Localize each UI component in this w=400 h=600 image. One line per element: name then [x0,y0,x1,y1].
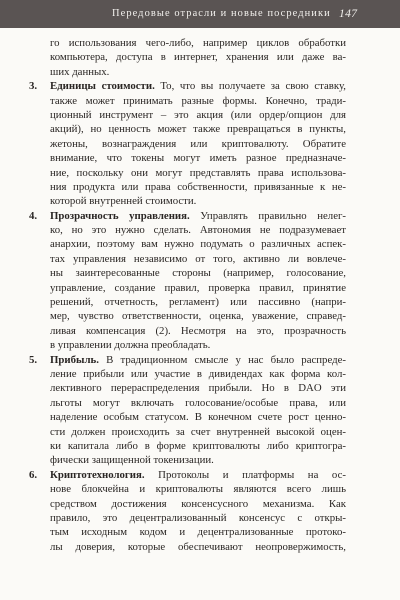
list-item-number: 4. [29,209,38,222]
list-item-5-first-line: 5. Прибыль. В традиционном смысле у нас было распреде- [29,353,346,366]
text-line: сти должен происходить за счет внутренней высокой оцен- [50,425,346,438]
text-line: решений, отчетность, регламент) или пассивно (напри- [50,296,346,309]
text-line: ливая компенсация (2). Несмотря на это, прозрачность [50,324,346,337]
text-line: лы доверия, которые обеспечивают неопровержимость, [50,540,346,553]
page-number: 147 [339,8,358,20]
text-line: ших данных. [50,65,110,78]
text-line: льготы могут включать голосование/особые права, или [50,396,346,409]
text-line: анархии, поэтому вам нужно подумать о различных аспек- [50,238,346,251]
text-line: ко, но это нужно сделать. Автономия не подразумевает [50,224,346,237]
text-line: жетоны, вознаграждения или криптовалюту. Обратите [50,137,346,150]
text-line: мер, чувство ответственности, оценка, уважение, справед- [50,310,346,323]
text-line: лективного перераспределения прибыли. Но в DAO эти [50,382,346,395]
text-line: наделение особым статусом. В конечном счете рост ценно- [50,411,346,424]
running-title: Передовые отрасли и новые посредники [112,8,331,19]
list-item-title: Единицы стоимости. [50,80,155,93]
list-item-4-first-line: 4. Прозрачность управления. Управлять правильно нелег- [29,209,347,222]
text-line: ционный инструмент – это акция (или ордер/опцион для [50,108,346,121]
list-item-number: 6. [29,468,38,481]
text-line: которой внутренней стоимости. [50,195,197,208]
list-item-title: Прозрачность управления. [50,209,190,222]
text-line: тах управления независимо от того, активно ли вовлече- [50,252,346,265]
text-line: также может принимать разные формы. Конечно, тради- [50,94,346,107]
text-line: тым исходным кодом и децентрализованные протоко- [50,526,346,539]
text-line: ние, поскольку они могут представлять права использова- [50,166,346,179]
text-line: правило, это децентрализованный консенсус с откры- [50,511,346,524]
text-line: ление прибыли или участие в дивидендах как форма кол- [50,367,346,380]
text-line: ки капитала либо в форме криптовалюты либо криптогра- [50,439,346,452]
text-line: ния продукта или права собственности, привязанные к не- [50,180,346,193]
page-body [0,36,400,554]
text-line: управление, создание правил, проверка правил, принятие [50,281,346,294]
running-head [0,0,400,28]
text-line: ны заинтересованные стороны (например, голосование, [50,267,346,280]
text-line: нове блокчейна и криптовалюты являются всего лишь [50,483,346,496]
text-line: го использования чего-либо, например циклов обработки [50,37,346,49]
text-line: в управлении должна преобладать. [50,339,211,352]
list-item-number: 5. [29,353,38,366]
list-item-title: Криптотехнология. [50,468,145,481]
list-item-6-first-line: 6. Криптотехнология. Протоколы и платформы на ос- [29,468,346,481]
text-line: внимание, что токены могут иметь разное предназначе- [50,152,346,165]
text-line: фически защищенной токенизации. [50,454,214,467]
list-item-number: 3. [29,80,38,93]
list-item-title: Прибыль. [50,353,99,366]
list-item-3-first-line: 3. Единицы стоимости. То, что вы получаете за свою ставку, [29,80,346,93]
text-line: акций), но ценность может также превращаться в пункты, [50,123,346,136]
text-line: средством достижения консенсусного механизма. Как [50,497,346,510]
text-line: компьютера, доступа в интернет, хранения или даже ва- [50,51,346,64]
